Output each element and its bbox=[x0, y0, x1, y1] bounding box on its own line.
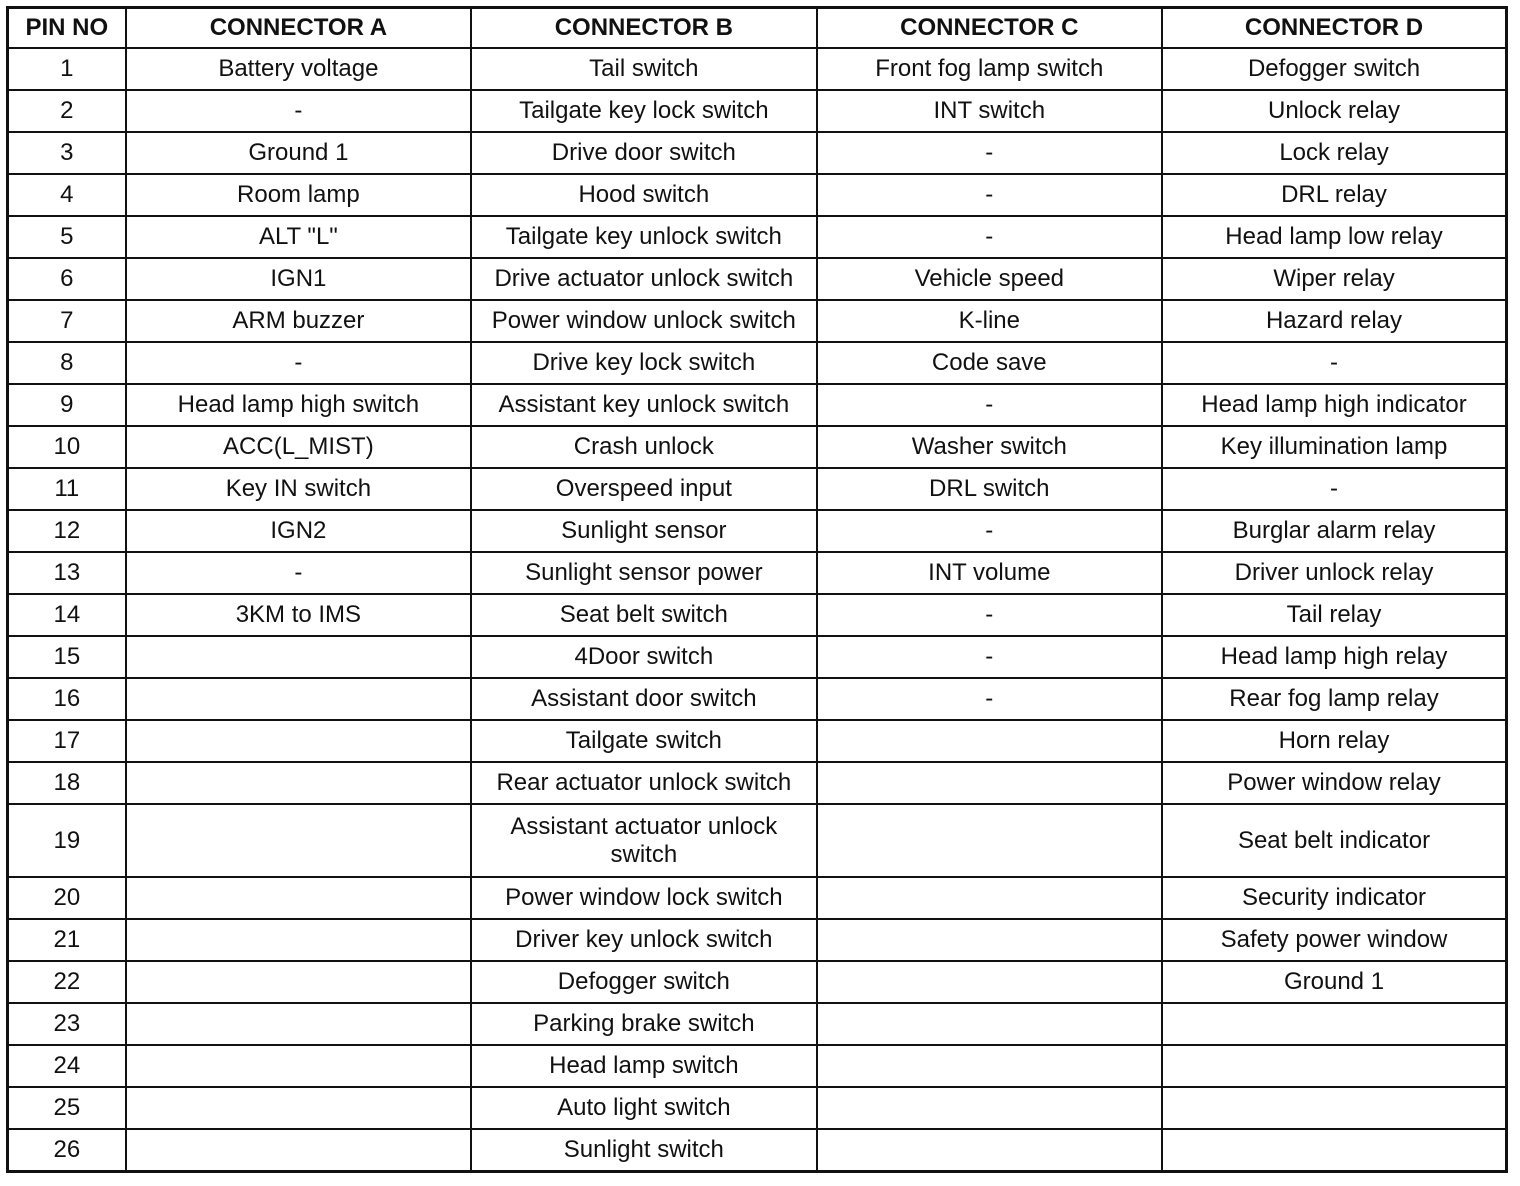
connector-c-cell: Front fog lamp switch bbox=[817, 48, 1162, 90]
connector-c-cell: Washer switch bbox=[817, 426, 1162, 468]
connector-c-cell bbox=[817, 961, 1162, 1003]
connector-a-cell bbox=[126, 1087, 471, 1129]
pin-no-cell: 1 bbox=[8, 48, 126, 90]
table-row bbox=[8, 48, 1507, 90]
connector-a-cell: ARM buzzer bbox=[126, 300, 471, 342]
connector-d-cell: Defogger switch bbox=[1162, 48, 1506, 90]
connector-b-cell: Power window unlock switch bbox=[471, 300, 816, 342]
connector-c-cell: - bbox=[817, 678, 1162, 720]
table-row bbox=[8, 678, 1507, 720]
connector-c-cell: K-line bbox=[817, 300, 1162, 342]
connector-c-cell: INT volume bbox=[817, 552, 1162, 594]
connector-c-cell bbox=[817, 919, 1162, 961]
table-row bbox=[8, 468, 1507, 510]
connector-d-cell bbox=[1162, 1129, 1506, 1172]
connector-d-cell: Rear fog lamp relay bbox=[1162, 678, 1506, 720]
connector-b-cell: Crash unlock bbox=[471, 426, 816, 468]
connector-d-cell: Safety power window bbox=[1162, 919, 1506, 961]
table-row bbox=[8, 90, 1507, 132]
connector-d-cell: Tail relay bbox=[1162, 594, 1506, 636]
connector-a-cell bbox=[126, 877, 471, 919]
table-row bbox=[8, 132, 1507, 174]
connector-d-cell: - bbox=[1162, 468, 1506, 510]
connector-d-cell: Ground 1 bbox=[1162, 961, 1506, 1003]
connector-d-cell: Wiper relay bbox=[1162, 258, 1506, 300]
connector-a-cell bbox=[126, 804, 471, 877]
connector-c-cell: - bbox=[817, 594, 1162, 636]
connector-c-cell bbox=[817, 762, 1162, 804]
table-row bbox=[8, 510, 1507, 552]
pin-no-cell: 3 bbox=[8, 132, 126, 174]
pin-no-cell: 15 bbox=[8, 636, 126, 678]
connector-a-cell: - bbox=[126, 90, 471, 132]
table-row bbox=[8, 1045, 1507, 1087]
table-row bbox=[8, 877, 1507, 919]
connector-c-cell: Code save bbox=[817, 342, 1162, 384]
connector-a-cell: Head lamp high switch bbox=[126, 384, 471, 426]
table-row bbox=[8, 342, 1507, 384]
connector-d-cell: Seat belt indicator bbox=[1162, 804, 1506, 877]
connector-a-cell bbox=[126, 1045, 471, 1087]
connector-d-cell: Unlock relay bbox=[1162, 90, 1506, 132]
connector-b-cell: Sunlight sensor power bbox=[471, 552, 816, 594]
table-row bbox=[8, 1129, 1507, 1172]
table-row bbox=[8, 594, 1507, 636]
pin-no-cell: 2 bbox=[8, 90, 126, 132]
connector-c-cell bbox=[817, 720, 1162, 762]
connector-d-cell bbox=[1162, 1045, 1506, 1087]
pin-no-cell: 26 bbox=[8, 1129, 126, 1172]
connector-b-cell: Seat belt switch bbox=[471, 594, 816, 636]
connector-c-cell: Vehicle speed bbox=[817, 258, 1162, 300]
connector-b-cell: Assistant actuator unlock switch bbox=[471, 804, 816, 877]
connector-b-cell: Tailgate switch bbox=[471, 720, 816, 762]
header-connector-a: CONNECTOR A bbox=[126, 8, 471, 49]
connector-d-cell: DRL relay bbox=[1162, 174, 1506, 216]
connector-c-cell: INT switch bbox=[817, 90, 1162, 132]
connector-b-cell: Drive key lock switch bbox=[471, 342, 816, 384]
table-row bbox=[8, 216, 1507, 258]
connector-c-cell bbox=[817, 804, 1162, 877]
header-connector-b: CONNECTOR B bbox=[471, 8, 816, 49]
connector-b-cell: Driver key unlock switch bbox=[471, 919, 816, 961]
connector-a-cell bbox=[126, 720, 471, 762]
connector-a-cell: Battery voltage bbox=[126, 48, 471, 90]
connector-b-cell: Tailgate key lock switch bbox=[471, 90, 816, 132]
header-pin-no: PIN NO bbox=[8, 8, 126, 49]
connector-b-cell: Assistant door switch bbox=[471, 678, 816, 720]
connector-a-cell bbox=[126, 762, 471, 804]
connector-c-cell: - bbox=[817, 636, 1162, 678]
table-row bbox=[8, 258, 1507, 300]
table-row bbox=[8, 174, 1507, 216]
connector-c-cell: - bbox=[817, 510, 1162, 552]
connector-pin-table bbox=[6, 6, 1508, 1173]
pin-no-cell: 7 bbox=[8, 300, 126, 342]
pin-no-cell: 22 bbox=[8, 961, 126, 1003]
connector-a-cell bbox=[126, 636, 471, 678]
pin-no-cell: 13 bbox=[8, 552, 126, 594]
connector-a-cell: IGN1 bbox=[126, 258, 471, 300]
pin-table-container bbox=[6, 6, 1508, 1173]
table-row bbox=[8, 636, 1507, 678]
connector-c-cell: DRL switch bbox=[817, 468, 1162, 510]
pin-no-cell: 11 bbox=[8, 468, 126, 510]
connector-c-cell: - bbox=[817, 174, 1162, 216]
table-row bbox=[8, 552, 1507, 594]
pin-no-cell: 23 bbox=[8, 1003, 126, 1045]
connector-a-cell: ACC(L_MIST) bbox=[126, 426, 471, 468]
pin-no-cell: 25 bbox=[8, 1087, 126, 1129]
connector-a-cell: Room lamp bbox=[126, 174, 471, 216]
connector-a-cell bbox=[126, 678, 471, 720]
connector-b-cell: Tailgate key unlock switch bbox=[471, 216, 816, 258]
connector-d-cell: - bbox=[1162, 342, 1506, 384]
connector-d-cell bbox=[1162, 1087, 1506, 1129]
connector-b-cell: Auto light switch bbox=[471, 1087, 816, 1129]
table-row bbox=[8, 1003, 1507, 1045]
connector-b-cell: Parking brake switch bbox=[471, 1003, 816, 1045]
table-row bbox=[8, 720, 1507, 762]
pin-no-cell: 17 bbox=[8, 720, 126, 762]
connector-b-cell: Defogger switch bbox=[471, 961, 816, 1003]
connector-a-cell bbox=[126, 961, 471, 1003]
connector-a-cell: Ground 1 bbox=[126, 132, 471, 174]
pin-no-cell: 4 bbox=[8, 174, 126, 216]
connector-c-cell: - bbox=[817, 384, 1162, 426]
table-row bbox=[8, 961, 1507, 1003]
connector-b-cell: Head lamp switch bbox=[471, 1045, 816, 1087]
connector-d-cell: Security indicator bbox=[1162, 877, 1506, 919]
pin-no-cell: 5 bbox=[8, 216, 126, 258]
pin-no-cell: 14 bbox=[8, 594, 126, 636]
connector-d-cell: Head lamp low relay bbox=[1162, 216, 1506, 258]
connector-b-cell: Drive door switch bbox=[471, 132, 816, 174]
connector-c-cell bbox=[817, 1003, 1162, 1045]
pin-no-cell: 9 bbox=[8, 384, 126, 426]
connector-b-cell: Power window lock switch bbox=[471, 877, 816, 919]
table-row bbox=[8, 384, 1507, 426]
connector-d-cell: Head lamp high relay bbox=[1162, 636, 1506, 678]
connector-a-cell: 3KM to IMS bbox=[126, 594, 471, 636]
connector-d-cell: Head lamp high indicator bbox=[1162, 384, 1506, 426]
table-row bbox=[8, 300, 1507, 342]
connector-c-cell bbox=[817, 877, 1162, 919]
table-row bbox=[8, 1087, 1507, 1129]
pin-no-cell: 20 bbox=[8, 877, 126, 919]
header-row bbox=[8, 8, 1507, 49]
connector-c-cell: - bbox=[817, 132, 1162, 174]
pin-no-cell: 6 bbox=[8, 258, 126, 300]
connector-b-cell: Tail switch bbox=[471, 48, 816, 90]
connector-a-cell bbox=[126, 1129, 471, 1172]
connector-d-cell: Power window relay bbox=[1162, 762, 1506, 804]
connector-a-cell: - bbox=[126, 552, 471, 594]
connector-b-cell: Sunlight sensor bbox=[471, 510, 816, 552]
connector-d-cell: Hazard relay bbox=[1162, 300, 1506, 342]
connector-b-cell: Drive actuator unlock switch bbox=[471, 258, 816, 300]
pin-no-cell: 24 bbox=[8, 1045, 126, 1087]
connector-c-cell: - bbox=[817, 216, 1162, 258]
connector-b-cell: Rear actuator unlock switch bbox=[471, 762, 816, 804]
connector-a-cell: ALT "L" bbox=[126, 216, 471, 258]
connector-a-cell bbox=[126, 919, 471, 961]
pin-no-cell: 12 bbox=[8, 510, 126, 552]
pin-no-cell: 21 bbox=[8, 919, 126, 961]
connector-a-cell: IGN2 bbox=[126, 510, 471, 552]
connector-d-cell bbox=[1162, 1003, 1506, 1045]
connector-d-cell: Driver unlock relay bbox=[1162, 552, 1506, 594]
connector-b-cell: Hood switch bbox=[471, 174, 816, 216]
connector-a-cell bbox=[126, 1003, 471, 1045]
connector-d-cell: Horn relay bbox=[1162, 720, 1506, 762]
table-row bbox=[8, 426, 1507, 468]
connector-d-cell: Key illumination lamp bbox=[1162, 426, 1506, 468]
connector-a-cell: Key IN switch bbox=[126, 468, 471, 510]
table-row bbox=[8, 804, 1507, 877]
table-body bbox=[8, 48, 1507, 1172]
connector-c-cell bbox=[817, 1045, 1162, 1087]
table-row bbox=[8, 919, 1507, 961]
header-connector-d: CONNECTOR D bbox=[1162, 8, 1506, 49]
connector-b-cell: 4Door switch bbox=[471, 636, 816, 678]
connector-d-cell: Burglar alarm relay bbox=[1162, 510, 1506, 552]
connector-c-cell bbox=[817, 1087, 1162, 1129]
header-connector-c: CONNECTOR C bbox=[817, 8, 1162, 49]
pin-no-cell: 18 bbox=[8, 762, 126, 804]
connector-c-cell bbox=[817, 1129, 1162, 1172]
table-row bbox=[8, 762, 1507, 804]
connector-b-cell: Sunlight switch bbox=[471, 1129, 816, 1172]
connector-b-cell: Overspeed input bbox=[471, 468, 816, 510]
pin-no-cell: 8 bbox=[8, 342, 126, 384]
pin-no-cell: 19 bbox=[8, 804, 126, 877]
connector-a-cell: - bbox=[126, 342, 471, 384]
pin-no-cell: 10 bbox=[8, 426, 126, 468]
pin-no-cell: 16 bbox=[8, 678, 126, 720]
connector-d-cell: Lock relay bbox=[1162, 132, 1506, 174]
connector-b-cell: Assistant key unlock switch bbox=[471, 384, 816, 426]
